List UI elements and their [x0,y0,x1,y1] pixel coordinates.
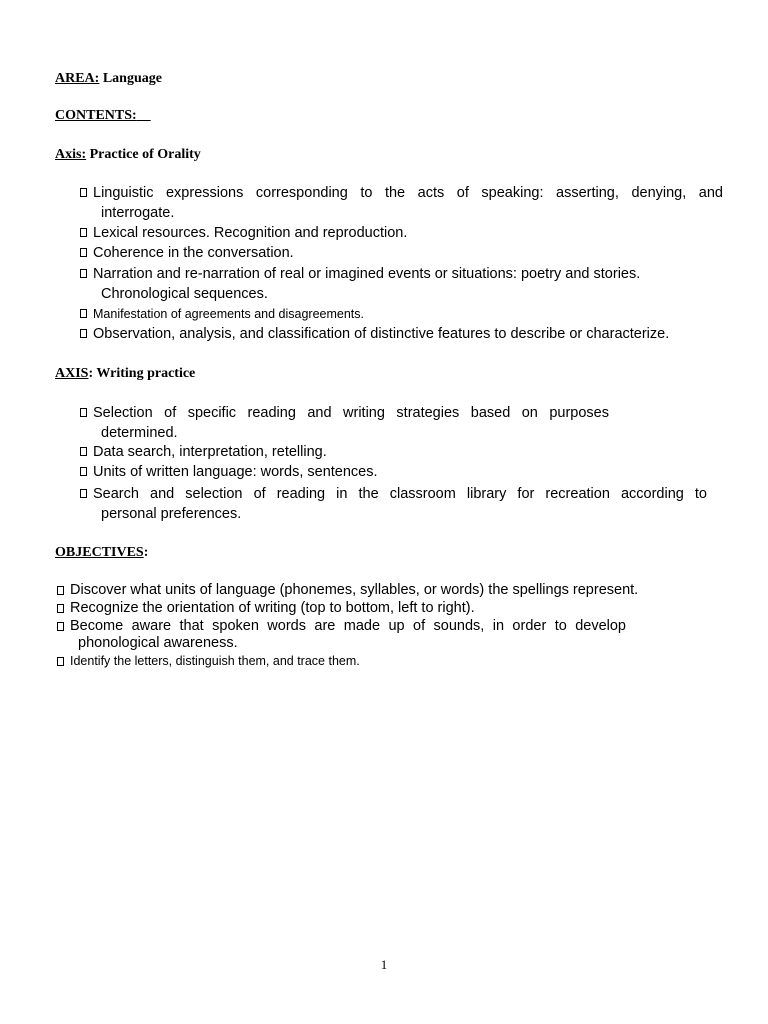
bullet-box-icon [57,586,64,595]
bullet-box-icon [80,467,87,476]
list-item-text: Search and selection of reading in the classroom library for recreation according to [93,486,707,502]
axis-orality-title: Practice of Orality [89,147,201,162]
bullet-box-icon [57,622,64,631]
list-item-text: Data search, interpretation, retelling. [93,444,327,460]
contents-heading-underline-pad [137,108,151,123]
page-number: 1 [380,957,388,972]
list-item [93,484,707,524]
area-value: Language [102,71,162,86]
list-item [93,223,407,243]
list-item [70,582,638,599]
list-item-text: Units of written language: words, sentences. [93,464,378,480]
list-item-text-continued: phonological awareness. [78,635,238,651]
list-item [93,462,378,482]
list-item [93,403,609,443]
bullet-box-icon [80,447,87,456]
list-item-text: Linguistic expressions corresponding to the acts of speaking: asserting, denying, and [93,185,723,201]
objectives-heading [55,545,148,561]
contents-heading-text: CONTENTS: [55,108,137,123]
list-item-text: Become aware that spoken words are made up of sounds, in order to develop [70,618,626,634]
bullet-box-icon [80,269,87,278]
bullet-box-icon [80,188,87,197]
bullet-box-icon [80,248,87,257]
list-item-text: Identify the letters, distinguish them, and trace them. [70,654,360,668]
list-item [93,183,723,223]
objectives-label: OBJECTIVES [55,545,144,560]
list-item-text: Manifestation of agreements and disagreements. [93,307,364,321]
list-item-text: Narration and re-narration of real or imagined events or situations: poetry and stories. [93,266,641,282]
list-item-text: Coherence in the conversation. [93,245,294,261]
contents-heading [55,108,151,124]
area-line [55,71,162,87]
list-item [93,264,693,304]
list-item-text: Lexical resources. Recognition and reproduction. [93,225,408,241]
bullet-box-icon [57,657,64,666]
list-item [70,618,626,652]
list-item-text-continued: interrogate. [101,205,175,221]
list-item [93,324,669,344]
list-item-text: Observation, analysis, and classification of distinctive features to describe or characterize. [93,326,670,342]
list-item-text-continued: Chronological sequences. [101,286,268,302]
axis-orality-heading [55,147,201,163]
list-item [93,243,294,263]
list-item [93,304,364,324]
bullet-box-icon [80,408,87,417]
bullet-box-icon [80,309,87,318]
objectives-suffix: : [143,545,149,560]
axis-writing-title: : Writing practice [88,366,196,381]
list-item-text-continued: personal preferences. [101,506,242,522]
list-item-text-continued: determined. [101,425,178,441]
bullet-box-icon [57,604,64,613]
list-item-text: Selection of specific reading and writing strategies based on purposes [93,405,609,421]
list-item-text: Recognize the orientation of writing (top to bottom, left to right). [70,600,475,616]
axis-writing-heading [55,366,195,382]
list-item [70,600,475,617]
axis-orality-label: Axis: [55,147,87,162]
list-item [70,653,360,670]
axis-writing-label: AXIS [55,366,89,381]
bullet-box-icon [80,329,87,338]
list-item-text: Discover what units of language (phonemes, syllables, or words) the spellings represent. [70,582,639,598]
area-label: AREA: [55,71,100,86]
bullet-box-icon [80,228,87,237]
bullet-box-icon [80,489,87,498]
list-item [93,442,327,462]
